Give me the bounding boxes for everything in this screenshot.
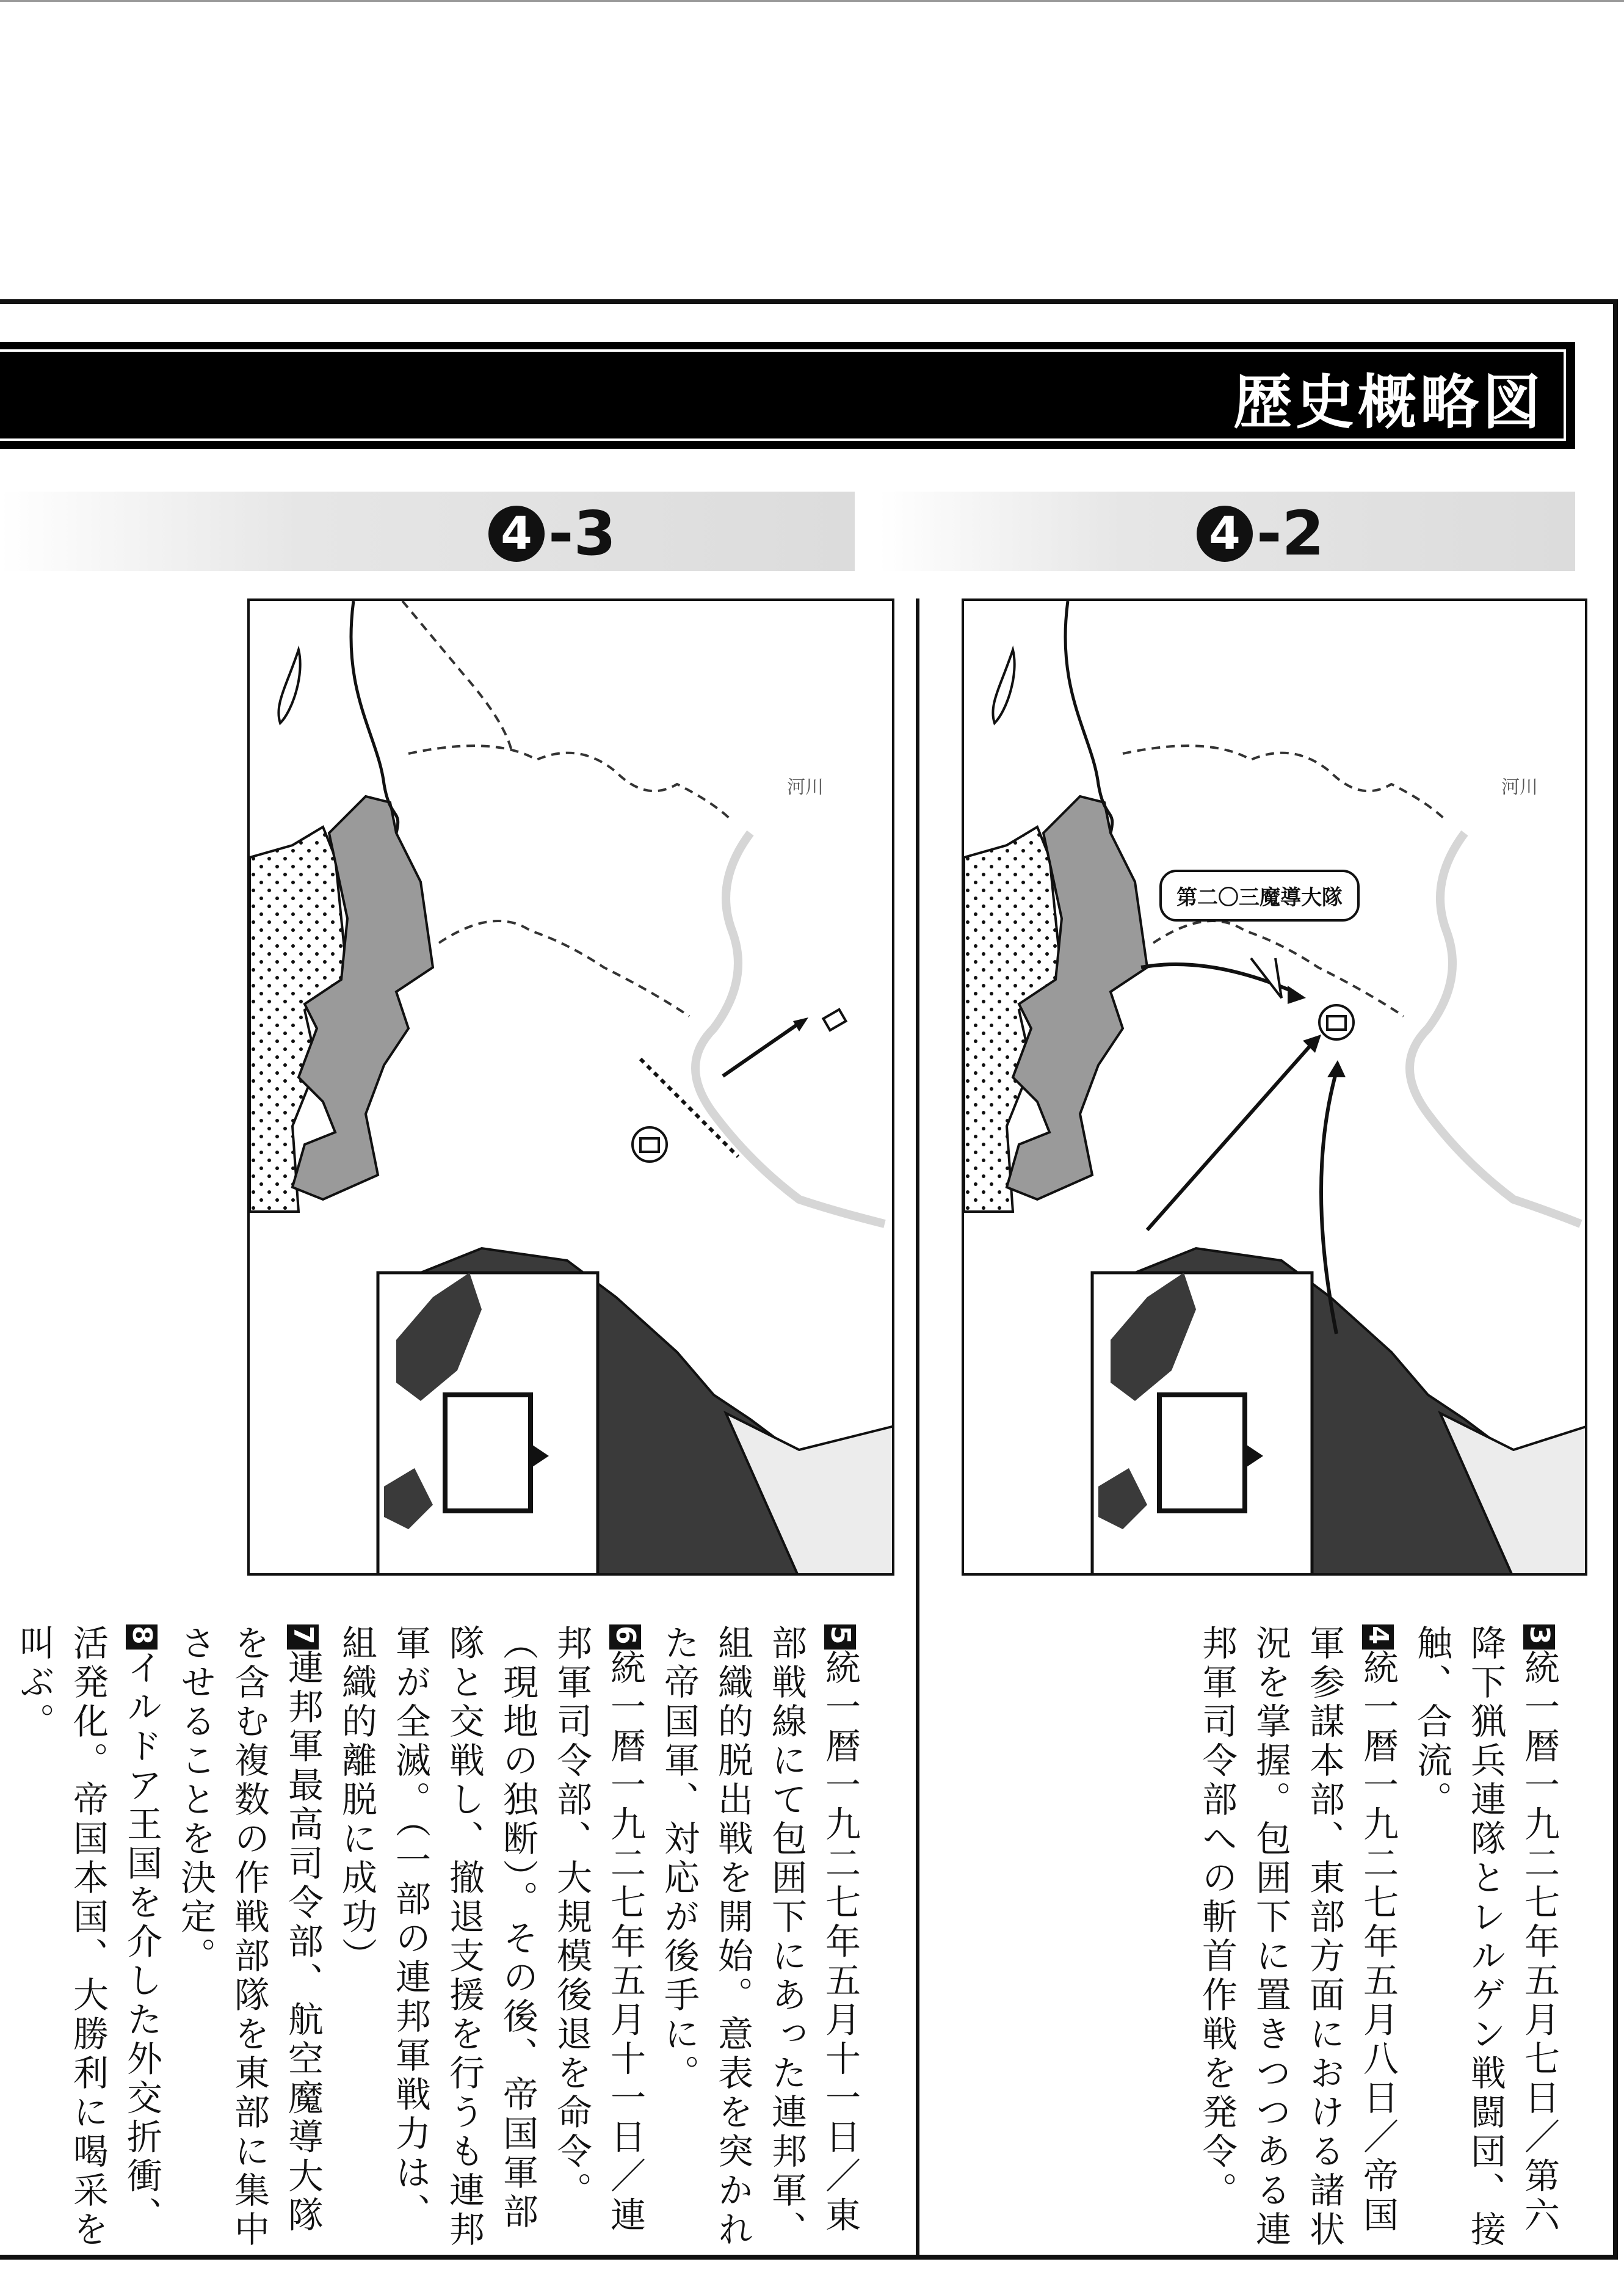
river-label: 河川 (1501, 777, 1538, 798)
arrow-head (1288, 986, 1306, 1004)
note-marker: 7 (288, 1626, 319, 1648)
section-badge: 4 (1197, 506, 1253, 562)
river-label: 河川 (787, 777, 824, 798)
section-band-4-3 (0, 492, 855, 571)
island (993, 650, 1014, 723)
note-6 (330, 1624, 652, 2254)
attack-arrow-2 (1147, 1044, 1312, 1230)
note-text: イルドア王国を介した外交折衝、活発化。帝国本国、大勝利に喝采を叫ぶ。 (13, 1624, 162, 2250)
arrow-head (1327, 1060, 1346, 1077)
note-text: 統一暦一九二七年五月七日／第六降下猟兵連隊とレルゲン戦闘団、接触、合流。 (1411, 1624, 1560, 2250)
inset-map (1092, 1273, 1312, 1576)
note-4 (1190, 1624, 1405, 2254)
advance-arrow (723, 1021, 802, 1076)
column-divider (916, 598, 919, 2260)
border-dashed-2 (1153, 921, 1404, 1016)
section-suffix: -2 (1256, 498, 1325, 569)
section-suffix: -3 (548, 498, 617, 569)
retreat-symbol (824, 1009, 846, 1030)
top-rule (0, 0, 1624, 2)
notes-4-2 (1141, 1624, 1566, 2254)
section-heading-4-3 (488, 498, 616, 569)
hq-marker (1319, 1005, 1354, 1039)
section-heading-4-2 (1197, 498, 1324, 569)
note-7 (169, 1624, 330, 2254)
notes-4-3 (7, 1624, 867, 2254)
border-dashed-1 (1123, 746, 1446, 821)
map-4-3 (247, 598, 894, 1576)
border-dashed-2 (439, 921, 689, 1016)
note-text: 統一暦一九二七年五月十一日／東部戦線にて包囲下にあった連邦軍、組織的脱出戦を開始。意表を突かれた帝国軍、対応が後手に。 (658, 1624, 861, 2250)
note-marker: 3 (1524, 1626, 1555, 1648)
note-5 (652, 1624, 867, 2254)
river (1410, 833, 1581, 1224)
inset-map (378, 1273, 598, 1576)
page-title: 歴史概略図 (1233, 368, 1545, 437)
note-text: 統一暦一九二七年五月十一日／連邦軍司令部、大規模後退を命令。（現地の独断）。その後、帝国軍部隊と交戦し、撤退支援を行うも連邦軍が全滅。（一部の連邦軍戦力は、組織的離脱に成功） (336, 1624, 646, 2250)
hq-marker (633, 1127, 667, 1162)
border-dashed-1 (408, 746, 732, 821)
note-text: 連邦軍最高司令部、航空魔導大隊を含む複数の作戦部隊を東部に集中させることを決定。 (175, 1624, 324, 2250)
note-marker: 8 (126, 1626, 158, 1648)
note-marker: 6 (610, 1626, 641, 1648)
section-badge: 4 (488, 506, 545, 562)
note-marker: 4 (1363, 1626, 1394, 1648)
border-dashed-3 (402, 601, 512, 754)
note-text: 統一暦一九二七年五月八日／帝国軍参謀本部、東部方面における諸状況を掌握。包囲下に置きつつある連邦軍司令部への斬首作戦を発令。 (1196, 1624, 1399, 2250)
map-4-2-drawing (964, 601, 1587, 1576)
note-8 (7, 1624, 169, 2254)
note-marker: 5 (825, 1626, 856, 1648)
arrow-head (793, 1017, 808, 1031)
note-3 (1405, 1624, 1566, 2254)
island (278, 650, 300, 723)
map-4-3-drawing (250, 601, 894, 1576)
unit-callout: 第二〇三魔導大隊 (1159, 870, 1360, 922)
map-4-2 (962, 598, 1587, 1576)
